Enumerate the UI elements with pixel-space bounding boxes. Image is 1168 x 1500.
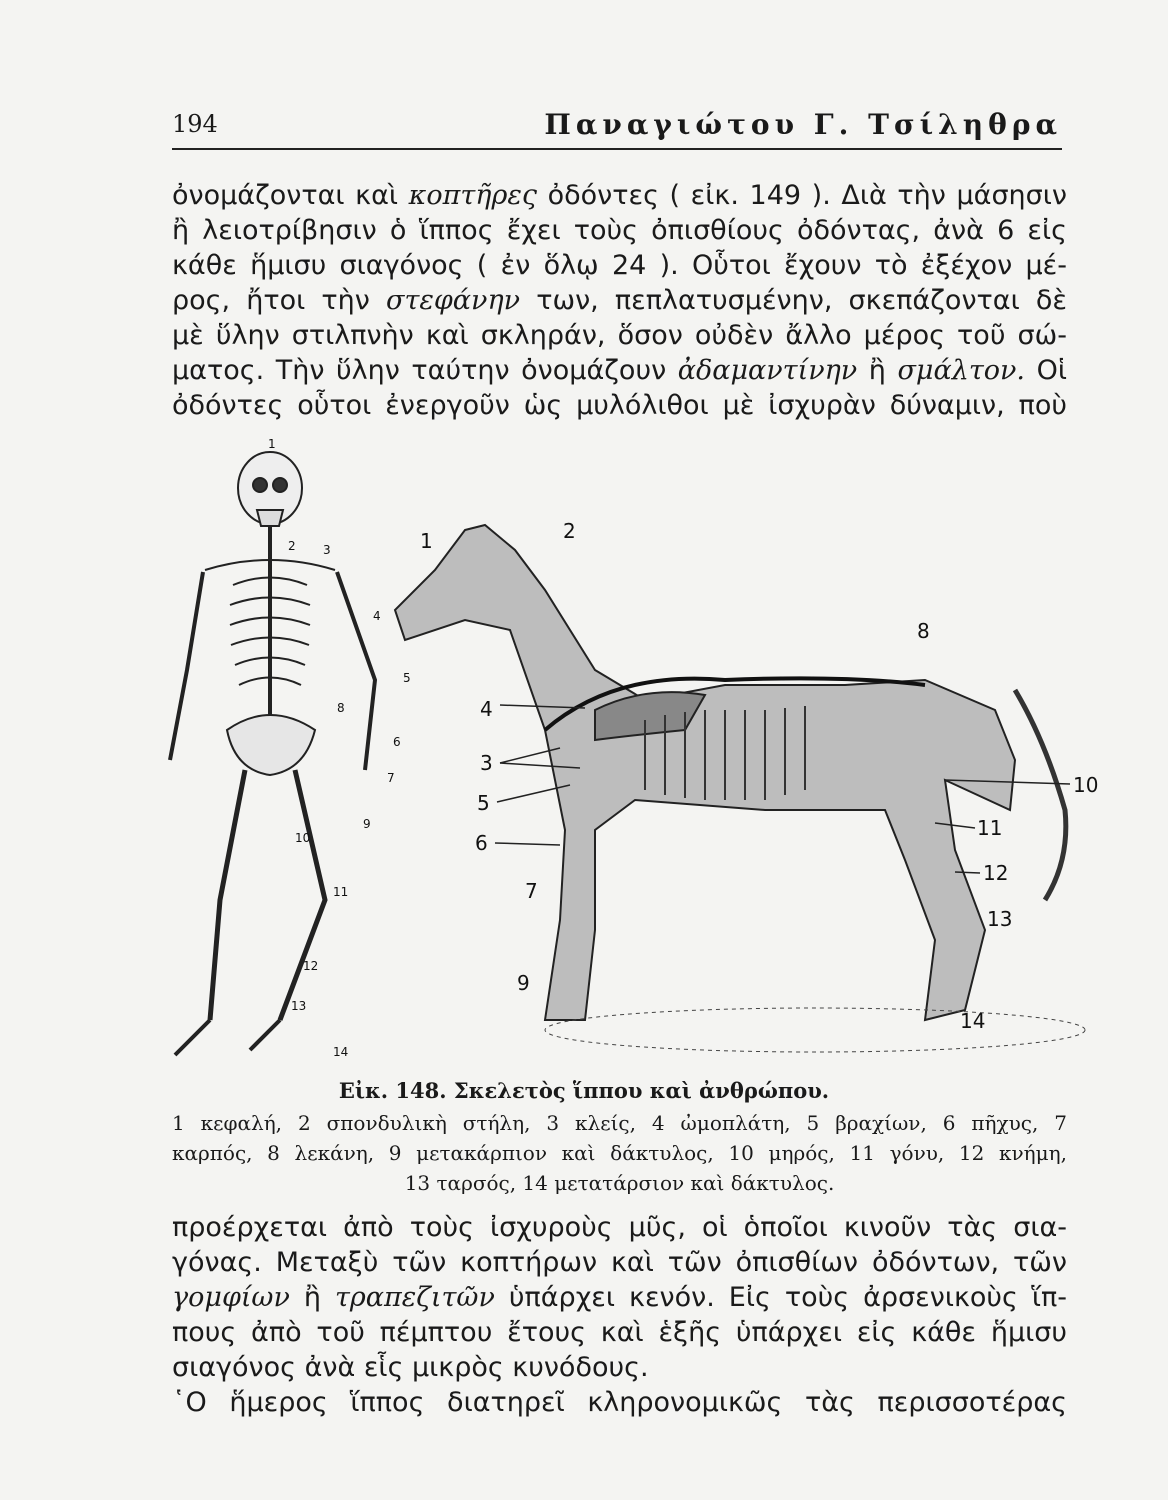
running-title: Παναγιώτου Γ. Τσίληθρα xyxy=(544,108,1062,141)
page-number: 194 xyxy=(172,110,218,138)
legend-line: καρπός, 8 λεκάνη, 9 μετακάρπιον καὶ δάκτυλος, 10 μηρός, 11 γόνυ, 12 κνήμη, xyxy=(172,1141,1067,1165)
text-line: προέρχεται ἀπὸ τοὺς ἰσχυροὺς μῦς, οἱ ὁποῖοι κινοῦν τὰς σια- xyxy=(172,1212,1067,1243)
horse-label: 14 xyxy=(960,1009,986,1033)
horse-label: 3 xyxy=(480,751,493,775)
horse-label: 6 xyxy=(475,831,488,855)
legend-line: 13 ταρσός, 14 μετατάρσιον καὶ δάκτυλος. xyxy=(404,1171,835,1195)
paragraph-bottom xyxy=(172,1210,1067,1420)
human-label: 1 xyxy=(268,437,276,451)
horse-label: 10 xyxy=(1073,773,1099,797)
human-label: 4 xyxy=(373,609,381,623)
human-label: 3 xyxy=(323,543,331,557)
text-line: κάθε ἥμισυ σιαγόνος ( ἐν ὅλῳ 24 ). Οὗτοι ἔχουν τὸ ἐξέχον μέ- xyxy=(172,250,1067,281)
human-label: 14 xyxy=(333,1045,349,1059)
human-skeleton xyxy=(170,452,375,1055)
horse-label: 4 xyxy=(480,697,493,721)
human-label: 7 xyxy=(387,771,395,785)
figure-caption-title: Εἰκ. 148. Σκελετὸς ἵππου καὶ ἀνθρώπου. xyxy=(338,1078,830,1103)
human-label: 9 xyxy=(363,817,371,831)
text-line: ῾Ο ἥμερος ἵππος διατηρεῖ κληρονομικῶς τὰς περισσοτέρας xyxy=(172,1387,1067,1418)
text-line: γόνας. Μεταξὺ τῶν κοπτήρων καὶ τῶν ὀπισθίων ὀδόντων, τῶν xyxy=(172,1247,1067,1278)
human-label: 5 xyxy=(403,671,411,685)
horse-label: 8 xyxy=(917,619,930,643)
human-label: 6 xyxy=(393,735,401,749)
page-header xyxy=(172,108,1062,150)
text-line: μὲ ὕλην στιλπνὴν καὶ σκληράν, ὅσον οὐδὲν ἄλλο μέρος τοῦ σώ- xyxy=(172,320,1067,351)
skeleton-illustration xyxy=(165,430,1105,1070)
text-line: ρος, ἤτοι τὴν στεφάνην των, πεπλατυσμένην, σκεπάζονται δὲ xyxy=(172,285,1067,316)
horse-label: 13 xyxy=(987,907,1013,931)
human-label: 10 xyxy=(295,831,311,845)
text-line: σιαγόνος ἀνὰ εἷς μικρὸς κυνόδους. xyxy=(172,1352,649,1383)
text-line: γομφίων ἢ τραπεζιτῶν ὑπάρχει κενόν. Εἰς τοὺς ἀρσενικοὺς ἵπ- xyxy=(172,1282,1067,1313)
text-line: ὀνομάζονται καὶ κοπτῆρες ὀδόντες ( εἰκ. 149 ). Διὰ τὴν μάσησιν xyxy=(172,180,1067,211)
horse-label: 11 xyxy=(977,816,1003,840)
text-line: πους ἀπὸ τοῦ πέμπτου ἔτους καὶ ἑξῆς ὑπάρχει εἰς κάθε ἥμισυ xyxy=(172,1317,1067,1348)
human-label: 12 xyxy=(303,959,319,973)
human-label: 2 xyxy=(288,539,296,553)
horse-label: 1 xyxy=(420,529,433,553)
human-label: 13 xyxy=(291,999,307,1013)
horse-label: 9 xyxy=(517,971,530,995)
paragraph-top xyxy=(172,178,1067,423)
figure-legend xyxy=(172,1108,1067,1198)
horse-label: 12 xyxy=(983,861,1009,885)
horse-label: 2 xyxy=(563,519,576,543)
horse-label: 5 xyxy=(477,791,490,815)
text-line: ματος. Τὴν ὕλην ταύτην ὀνομάζουν ἀδαμαντίνην ἢ σμάλτον. Οἱ xyxy=(172,355,1067,386)
text-line: ἢ λειοτρίβησιν ὁ ἵππος ἔχει τοὺς ὀπισθίους ὀδόντας, ἀνὰ 6 εἰς xyxy=(172,215,1067,246)
text-line: ὀδόντες οὗτοι ἐνεργοῦν ὡς μυλόλιθοι μὲ ἰσχυρὰν δύναμιν, ποὺ xyxy=(172,390,1067,421)
horse-label: 7 xyxy=(525,879,538,903)
legend-line: 1 κεφαλή, 2 σπονδυλικὴ στήλη, 3 κλείς, 4 ὠμοπλάτη, 5 βραχίων, 6 πῆχυς, 7 xyxy=(172,1111,1067,1135)
horse-skeleton xyxy=(395,525,1085,1052)
human-label: 8 xyxy=(337,701,345,715)
human-label: 11 xyxy=(333,885,349,899)
